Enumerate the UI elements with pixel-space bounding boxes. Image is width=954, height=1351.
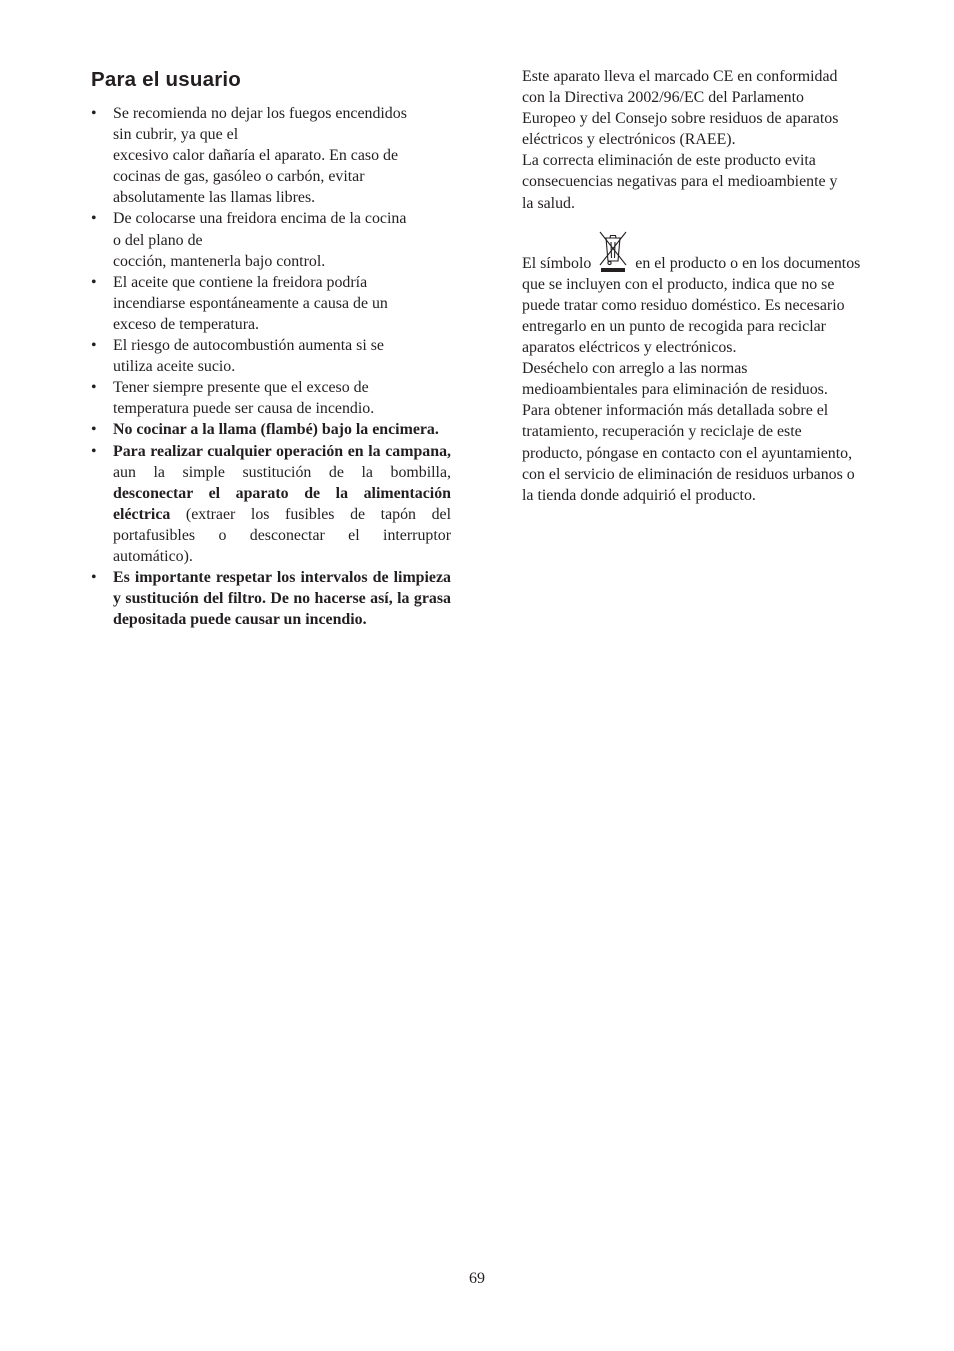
- list-item: • Se recomienda no dejar los fuegos encendidos sin cubrir, ya que el excesivo calor dañaría el aparato. En caso de cocinas de gas, gasóleo o carbón, evitar absolutamente las llamas libres.: [91, 105, 407, 207]
- page-number: 69: [469, 1270, 485, 1287]
- bullet: •: [91, 273, 97, 291]
- bullet: •: [91, 442, 97, 460]
- right-column: [522, 66, 890, 506]
- bullet: •: [91, 379, 97, 397]
- bullet: •: [91, 421, 97, 439]
- bullet: •: [91, 210, 97, 228]
- left-column: [91, 66, 451, 630]
- list-item: [91, 567, 451, 630]
- list-item: • El riesgo de autocombustión aumenta si se utiliza aceite sucio.: [91, 337, 384, 376]
- list-item: • Tener siempre presente que el exceso de temperatura puede ser causa de incendio.: [91, 379, 375, 418]
- bullet: •: [91, 337, 97, 355]
- bullet: •: [91, 105, 97, 122]
- section-title: Para el usuario: [91, 68, 241, 91]
- symbol-paragraph: El símbolo en el producto o en los documentos que se incluyen con el producto, indica que no se puede tratar como residuo doméstico. Es necesario entregarlo en un punto de recogida para reciclar aparatos eléctricos y electrónicos. Deséchelo con arreglo a las normas medioambientales para eliminación de residuos. Para obtener información más detallada sobre el tratamiento, recuperación y reciclaje de este producto, póngase en contacto con el ayuntamiento, con el servicio de eliminación de residuos urbanos o la tienda donde adquirió el producto.: [522, 228, 890, 506]
- crossed-out-wheelie-bin-icon: [598, 228, 628, 274]
- bold-warning: No cocinar a la llama (flambé) bajo la encimera.: [113, 421, 439, 439]
- bold-warning: Es importante respetar los intervalos de limpieza y sustitución del filtro. De no hacerse así, la grasa depositada puede causar un incendio.: [113, 569, 451, 629]
- safety-list: [91, 103, 451, 630]
- disposal-paragraph: La correcta eliminación de este producto evita consecuencias negativas para el medioambiente y la salud.: [522, 152, 838, 212]
- list-item: • El aceite que contiene la freidora podría incendiarse espontáneamente a causa de un exceso de temperatura.: [91, 273, 388, 333]
- ce-marking-paragraph: Este aparato lleva el marcado CE en conformidad con la Directiva 2002/96/EC del Parlamento Europeo y del Consejo sobre residuos de aparatos eléctricos y electrónicos (RAEE).: [522, 68, 839, 149]
- bullet: •: [91, 569, 97, 587]
- list-item: • De colocarse una freidora encima de la cocina o del plano de cocción, mantenerla bajo control.: [91, 210, 407, 270]
- list-item: • Para realizar cualquier operación en la campana, aun la simple sustitución de la bombilla, desconectar el aparato de la alimentación eléctrica (extraer los fusibles de tapón del portafusibles o desconectar el interruptor automático).: [91, 442, 451, 565]
- list-item: [91, 419, 451, 440]
